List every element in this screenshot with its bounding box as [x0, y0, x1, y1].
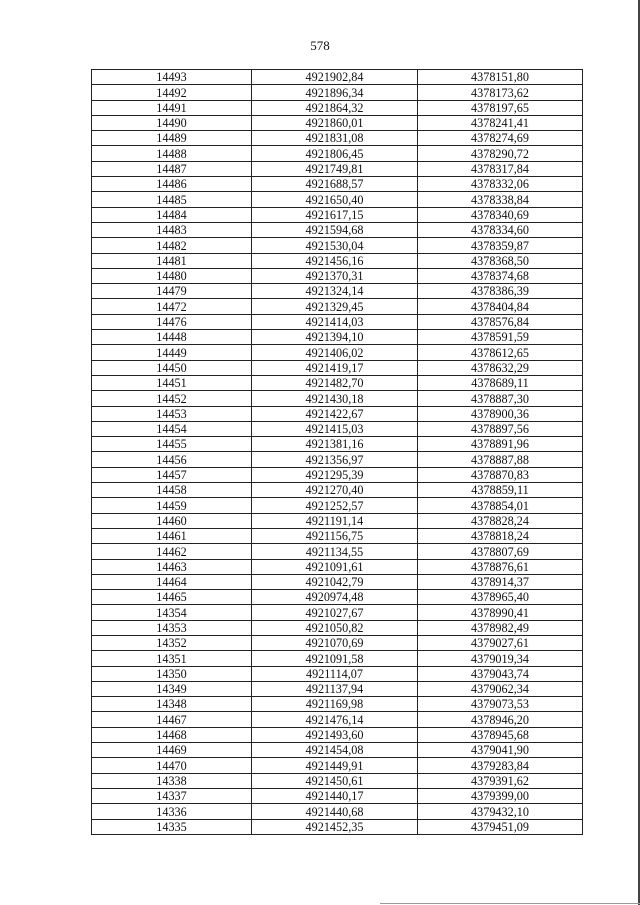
table-row — [92, 651, 583, 666]
y-coordinate-cell: 4378689,11 — [418, 375, 583, 390]
point-number-cell: 14451 — [92, 375, 252, 390]
point-number-cell: 14485 — [92, 192, 252, 207]
table-row — [92, 268, 583, 283]
y-coordinate-cell: 4378197,65 — [418, 100, 583, 115]
table-row — [92, 406, 583, 421]
table-row — [92, 70, 583, 85]
table-row — [92, 360, 583, 375]
point-number-cell: 14457 — [92, 467, 252, 482]
point-number-cell: 14484 — [92, 207, 252, 222]
point-number-cell: 14480 — [92, 268, 252, 283]
table-row — [92, 207, 583, 222]
x-coordinate-cell: 4921831,08 — [252, 131, 418, 146]
x-coordinate-cell: 4921137,94 — [252, 681, 418, 696]
table-row — [92, 743, 583, 758]
x-coordinate-cell: 4921440,68 — [252, 804, 418, 819]
x-coordinate-cell: 4921594,68 — [252, 222, 418, 237]
point-number-cell: 14455 — [92, 437, 252, 452]
x-coordinate-cell: 4921456,16 — [252, 253, 418, 268]
point-number-cell: 14351 — [92, 651, 252, 666]
table-row — [92, 544, 583, 559]
y-coordinate-cell: 4378887,88 — [418, 452, 583, 467]
y-coordinate-cell: 4378897,56 — [418, 421, 583, 436]
x-coordinate-cell: 4921864,32 — [252, 100, 418, 115]
x-coordinate-cell: 4921356,97 — [252, 452, 418, 467]
point-number-cell: 14472 — [92, 299, 252, 314]
y-coordinate-cell: 4378828,24 — [418, 513, 583, 528]
table-row — [92, 804, 583, 819]
x-coordinate-cell: 4921749,81 — [252, 161, 418, 176]
point-number-cell: 14349 — [92, 681, 252, 696]
y-coordinate-cell: 4378946,20 — [418, 712, 583, 727]
y-coordinate-cell: 4378818,24 — [418, 528, 583, 543]
point-number-cell: 14335 — [92, 819, 252, 834]
x-coordinate-cell: 4921493,60 — [252, 727, 418, 742]
table-row — [92, 467, 583, 482]
point-number-cell: 14488 — [92, 146, 252, 161]
x-coordinate-cell: 4921476,14 — [252, 712, 418, 727]
point-number-cell: 14460 — [92, 513, 252, 528]
point-number-cell: 14463 — [92, 559, 252, 574]
point-number-cell: 14354 — [92, 605, 252, 620]
point-number-cell: 14465 — [92, 590, 252, 605]
y-coordinate-cell: 4378965,40 — [418, 590, 583, 605]
x-coordinate-cell: 4921617,15 — [252, 207, 418, 222]
y-coordinate-cell: 4378945,68 — [418, 727, 583, 742]
y-coordinate-cell: 4378290,72 — [418, 146, 583, 161]
x-coordinate-cell: 4921688,57 — [252, 177, 418, 192]
y-coordinate-cell: 4378404,84 — [418, 299, 583, 314]
y-coordinate-cell: 4379041,90 — [418, 743, 583, 758]
y-coordinate-cell: 4378891,96 — [418, 437, 583, 452]
y-coordinate-cell: 4378374,68 — [418, 268, 583, 283]
table-row — [92, 299, 583, 314]
y-coordinate-cell: 4378900,36 — [418, 406, 583, 421]
x-coordinate-cell: 4921324,14 — [252, 284, 418, 299]
x-coordinate-cell: 4921452,35 — [252, 819, 418, 834]
point-number-cell: 14337 — [92, 788, 252, 803]
point-number-cell: 14454 — [92, 421, 252, 436]
point-number-cell: 14489 — [92, 131, 252, 146]
y-coordinate-cell: 4378854,01 — [418, 498, 583, 513]
y-coordinate-cell: 4378591,59 — [418, 330, 583, 345]
table-row — [92, 483, 583, 498]
x-coordinate-cell: 4921114,07 — [252, 666, 418, 681]
x-coordinate-cell: 4921252,57 — [252, 498, 418, 513]
x-coordinate-cell: 4921134,55 — [252, 544, 418, 559]
point-number-cell: 14483 — [92, 222, 252, 237]
y-coordinate-cell: 4378359,87 — [418, 238, 583, 253]
point-number-cell: 14452 — [92, 391, 252, 406]
y-coordinate-cell: 4378632,29 — [418, 360, 583, 375]
x-coordinate-cell: 4921406,02 — [252, 345, 418, 360]
x-coordinate-cell: 4921440,17 — [252, 788, 418, 803]
x-coordinate-cell: 4921415,03 — [252, 421, 418, 436]
table-row — [92, 161, 583, 176]
point-number-cell: 14450 — [92, 360, 252, 375]
table-row — [92, 574, 583, 589]
x-coordinate-cell: 4921430,18 — [252, 391, 418, 406]
table-row — [92, 85, 583, 100]
y-coordinate-cell: 4378870,83 — [418, 467, 583, 482]
point-number-cell: 14336 — [92, 804, 252, 819]
y-coordinate-cell: 4378876,61 — [418, 559, 583, 574]
y-coordinate-cell: 4378914,37 — [418, 574, 583, 589]
x-coordinate-cell: 4921454,08 — [252, 743, 418, 758]
x-coordinate-cell: 4921169,98 — [252, 697, 418, 712]
point-number-cell: 14476 — [92, 314, 252, 329]
point-number-cell: 14338 — [92, 773, 252, 788]
y-coordinate-cell: 4378274,69 — [418, 131, 583, 146]
y-coordinate-cell: 4378151,80 — [418, 70, 583, 85]
table-row — [92, 421, 583, 436]
x-coordinate-cell: 4921042,79 — [252, 574, 418, 589]
table-row — [92, 697, 583, 712]
y-coordinate-cell: 4379391,62 — [418, 773, 583, 788]
x-coordinate-cell: 4921091,58 — [252, 651, 418, 666]
coordinates-table-body — [92, 70, 583, 835]
table-row — [92, 391, 583, 406]
x-coordinate-cell: 4921896,34 — [252, 85, 418, 100]
table-row — [92, 773, 583, 788]
y-coordinate-cell: 4379432,10 — [418, 804, 583, 819]
table-row — [92, 605, 583, 620]
y-coordinate-cell: 4379062,34 — [418, 681, 583, 696]
table-row — [92, 681, 583, 696]
y-coordinate-cell: 4378612,65 — [418, 345, 583, 360]
page-number: 578 — [310, 38, 330, 53]
y-coordinate-cell: 4378887,30 — [418, 391, 583, 406]
x-coordinate-cell: 4921295,39 — [252, 467, 418, 482]
x-coordinate-cell: 4921450,61 — [252, 773, 418, 788]
table-row — [92, 758, 583, 773]
y-coordinate-cell: 4378990,41 — [418, 605, 583, 620]
x-coordinate-cell: 4921370,31 — [252, 268, 418, 283]
point-number-cell: 14469 — [92, 743, 252, 758]
point-number-cell: 14490 — [92, 115, 252, 130]
y-coordinate-cell: 4378982,49 — [418, 620, 583, 635]
point-number-cell: 14458 — [92, 483, 252, 498]
x-coordinate-cell: 4921050,82 — [252, 620, 418, 635]
table-row — [92, 620, 583, 635]
y-coordinate-cell: 4378334,60 — [418, 222, 583, 237]
point-number-cell: 14493 — [92, 70, 252, 85]
point-number-cell: 14470 — [92, 758, 252, 773]
x-coordinate-cell: 4921860,01 — [252, 115, 418, 130]
coordinates-table — [91, 69, 583, 835]
point-number-cell: 14487 — [92, 161, 252, 176]
point-number-cell: 14352 — [92, 635, 252, 650]
point-number-cell: 14448 — [92, 330, 252, 345]
y-coordinate-cell: 4378332,06 — [418, 177, 583, 192]
point-number-cell: 14468 — [92, 727, 252, 742]
y-coordinate-cell: 4379073,53 — [418, 697, 583, 712]
table-row — [92, 192, 583, 207]
table-row — [92, 146, 583, 161]
y-coordinate-cell: 4378807,69 — [418, 544, 583, 559]
point-number-cell: 14462 — [92, 544, 252, 559]
table-row — [92, 253, 583, 268]
table-row — [92, 314, 583, 329]
point-number-cell: 14459 — [92, 498, 252, 513]
table-row — [92, 666, 583, 681]
x-coordinate-cell: 4921381,16 — [252, 437, 418, 452]
table-row — [92, 513, 583, 528]
x-coordinate-cell: 4921422,67 — [252, 406, 418, 421]
table-row — [92, 788, 583, 803]
x-coordinate-cell: 4921806,45 — [252, 146, 418, 161]
table-row — [92, 375, 583, 390]
point-number-cell: 14467 — [92, 712, 252, 727]
y-coordinate-cell: 4378317,84 — [418, 161, 583, 176]
point-number-cell: 14353 — [92, 620, 252, 635]
table-row — [92, 437, 583, 452]
table-row — [92, 559, 583, 574]
table-row — [92, 590, 583, 605]
x-coordinate-cell: 4921482,70 — [252, 375, 418, 390]
table-row — [92, 330, 583, 345]
x-coordinate-cell: 4921902,84 — [252, 70, 418, 85]
table-row — [92, 131, 583, 146]
x-coordinate-cell: 4921091,61 — [252, 559, 418, 574]
x-coordinate-cell: 4921530,04 — [252, 238, 418, 253]
y-coordinate-cell: 4378859,11 — [418, 483, 583, 498]
y-coordinate-cell: 4379019,34 — [418, 651, 583, 666]
table-row — [92, 727, 583, 742]
point-number-cell: 14449 — [92, 345, 252, 360]
y-coordinate-cell: 4378173,62 — [418, 85, 583, 100]
y-coordinate-cell: 4378576,84 — [418, 314, 583, 329]
y-coordinate-cell: 4378386,39 — [418, 284, 583, 299]
table-row — [92, 498, 583, 513]
point-number-cell: 14482 — [92, 238, 252, 253]
x-coordinate-cell: 4921394,10 — [252, 330, 418, 345]
y-coordinate-cell: 4378368,50 — [418, 253, 583, 268]
y-coordinate-cell: 4378340,69 — [418, 207, 583, 222]
y-coordinate-cell: 4378241,41 — [418, 115, 583, 130]
table-row — [92, 284, 583, 299]
x-coordinate-cell: 4921419,17 — [252, 360, 418, 375]
x-coordinate-cell: 4921070,69 — [252, 635, 418, 650]
x-coordinate-cell: 4921027,67 — [252, 605, 418, 620]
x-coordinate-cell: 4920974,48 — [252, 590, 418, 605]
x-coordinate-cell: 4921650,40 — [252, 192, 418, 207]
table-row — [92, 635, 583, 650]
point-number-cell: 14479 — [92, 284, 252, 299]
y-coordinate-cell: 4378338,84 — [418, 192, 583, 207]
point-number-cell: 14453 — [92, 406, 252, 421]
x-coordinate-cell: 4921191,14 — [252, 513, 418, 528]
x-coordinate-cell: 4921414,03 — [252, 314, 418, 329]
table-row — [92, 819, 583, 834]
x-coordinate-cell: 4921156,75 — [252, 528, 418, 543]
table-row — [92, 528, 583, 543]
x-coordinate-cell: 4921270,40 — [252, 483, 418, 498]
point-number-cell: 14350 — [92, 666, 252, 681]
y-coordinate-cell: 4379399,00 — [418, 788, 583, 803]
table-row — [92, 452, 583, 467]
point-number-cell: 14491 — [92, 100, 252, 115]
table-row — [92, 712, 583, 727]
table-row — [92, 345, 583, 360]
scan-edge-bottom — [380, 903, 640, 904]
point-number-cell: 14481 — [92, 253, 252, 268]
y-coordinate-cell: 4379451,09 — [418, 819, 583, 834]
table-row — [92, 222, 583, 237]
point-number-cell: 14464 — [92, 574, 252, 589]
point-number-cell: 14461 — [92, 528, 252, 543]
x-coordinate-cell: 4921329,45 — [252, 299, 418, 314]
table-row — [92, 238, 583, 253]
y-coordinate-cell: 4379027,61 — [418, 635, 583, 650]
table-row — [92, 177, 583, 192]
point-number-cell: 14492 — [92, 85, 252, 100]
table-row — [92, 115, 583, 130]
point-number-cell: 14486 — [92, 177, 252, 192]
table-row — [92, 100, 583, 115]
point-number-cell: 14456 — [92, 452, 252, 467]
x-coordinate-cell: 4921449,91 — [252, 758, 418, 773]
point-number-cell: 14348 — [92, 697, 252, 712]
y-coordinate-cell: 4379043,74 — [418, 666, 583, 681]
y-coordinate-cell: 4379283,84 — [418, 758, 583, 773]
